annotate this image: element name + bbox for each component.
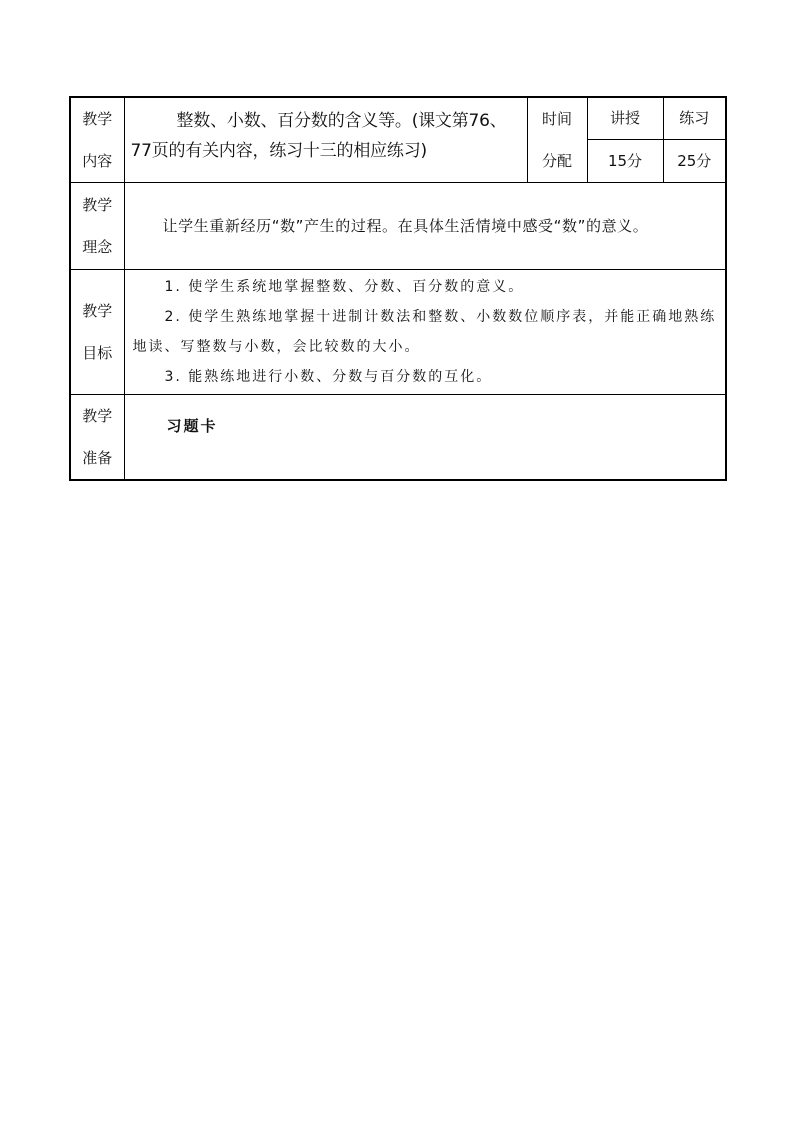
lecture-minutes: 15分 xyxy=(607,152,643,170)
lecture-header: 讲授 xyxy=(588,98,663,140)
goal-item: 1. 使学生系统地掌握整数、分数、百分数的意义。 xyxy=(164,279,525,295)
teaching-preparation-cell xyxy=(124,395,726,481)
label-teaching-content: 教学 内容 xyxy=(70,97,124,183)
teaching-content-cell xyxy=(124,97,527,183)
teaching-preparation-text: 习题卡 xyxy=(166,417,218,435)
label-teaching-preparation: 教学 准备 xyxy=(70,395,124,481)
practice-header: 练习 xyxy=(664,98,726,140)
row-teaching-concept xyxy=(70,183,726,270)
teaching-concept-cell xyxy=(124,183,726,270)
row-teaching-goals xyxy=(70,270,726,395)
teaching-goals-cell xyxy=(124,270,726,395)
row-teaching-preparation xyxy=(70,395,726,481)
label-teaching-concept: 教学 理念 xyxy=(70,183,124,270)
lecture-column xyxy=(587,97,663,183)
practice-column xyxy=(663,97,726,183)
practice-minutes: 25分 xyxy=(677,152,712,170)
teaching-concept-text: 让学生重新经历“数”产生的过程。在具体生活情境中感受“数”的意义。 xyxy=(162,217,649,235)
label-time-allocation: 时间 分配 xyxy=(527,97,587,183)
teaching-content-text: 整数、小数、百分数的含义等。(课文第76、77页的有关内容，练习十三的相应练习) xyxy=(130,111,507,161)
lesson-plan-table xyxy=(69,96,727,481)
label-teaching-goals: 教学 目标 xyxy=(70,270,124,395)
row-teaching-content xyxy=(70,97,726,183)
goal-item: 3. 能熟练地进行小数、分数与百分数的互化。 xyxy=(164,369,493,385)
goal-item: 2. 使学生熟练地掌握十进制计数法和整数、小数数位顺序表，并能正确地熟练地读、写整数与小数，会比较数的大小。 xyxy=(132,309,717,355)
